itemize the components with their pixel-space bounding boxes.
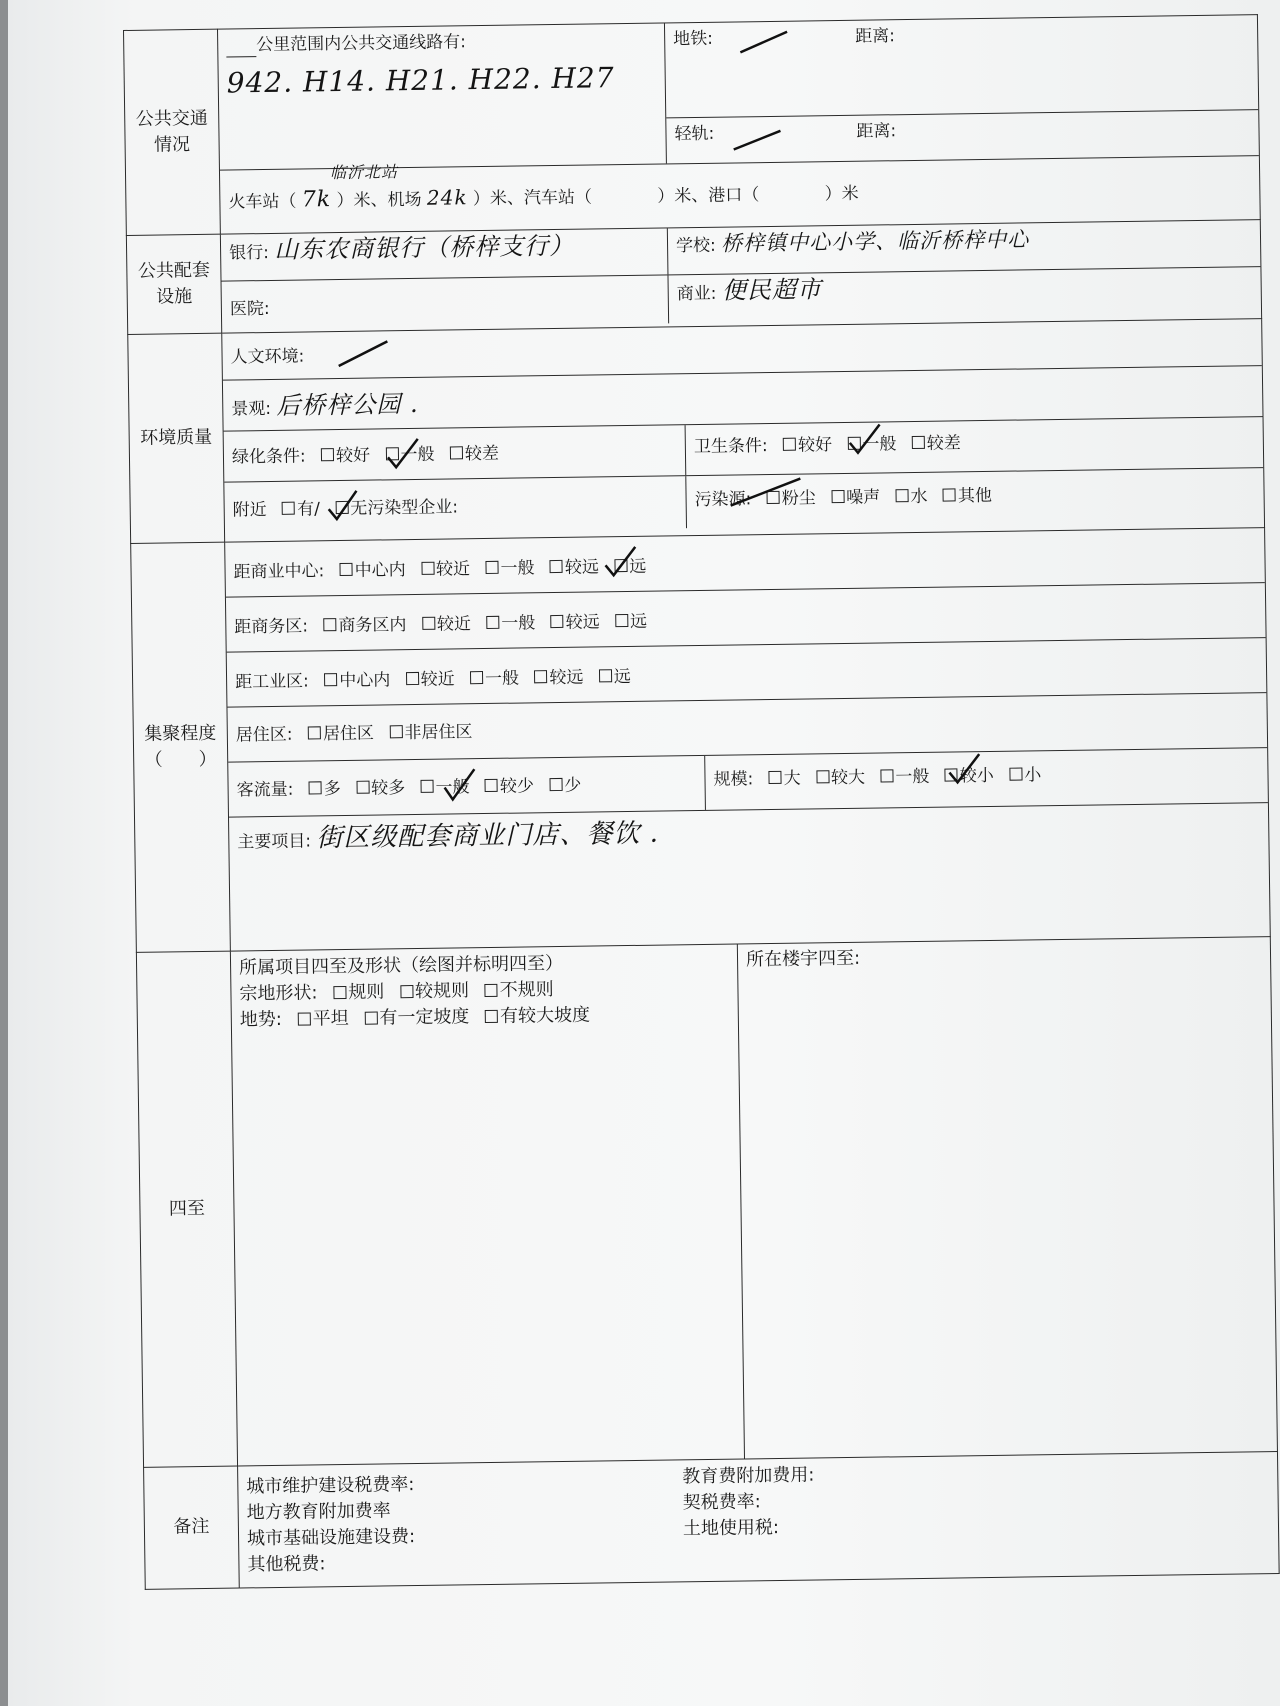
scale-option-average[interactable]: 一般 [870, 767, 929, 788]
remark-other-taxes: 其他税费: [247, 1553, 326, 1576]
subway-na-mark [735, 26, 795, 57]
traffic-option-many[interactable]: 多 [299, 779, 341, 800]
pollution-label: 污染源: [694, 489, 752, 510]
checkbox[interactable] [340, 563, 353, 576]
train-station-label: 火车站（ [228, 191, 297, 213]
checkbox[interactable] [485, 561, 498, 574]
remark-local-education-surcharge: 地方教育附加费率 [246, 1500, 391, 1524]
checkbox[interactable] [470, 671, 483, 684]
checkbox[interactable] [534, 670, 547, 683]
commercial-center-option-inside[interactable]: 中心内 [330, 560, 406, 581]
traffic-option-more[interactable]: 较多 [346, 778, 405, 799]
parcel-shape-label: 宗地形状: [239, 982, 318, 1005]
business-district-option-inside[interactable]: 商务区内 [313, 615, 406, 636]
airport-label: ）米、机场 [336, 189, 422, 212]
pollution-option-water[interactable]: 水 [885, 487, 927, 508]
port-label: ）米、港口（ [657, 185, 760, 207]
light-rail-na-mark [728, 123, 788, 154]
checkbox[interactable] [364, 1011, 377, 1024]
sanitation-cell [685, 417, 1264, 475]
landscape-label: 景观: [231, 398, 272, 420]
checkbox[interactable] [485, 779, 498, 792]
checkbox[interactable] [324, 673, 337, 686]
checkbox[interactable] [551, 615, 564, 628]
commercial-center-option-far[interactable]: 较远 [540, 557, 599, 578]
business-district-label: 距商务区: [234, 616, 309, 638]
business-district-option-near[interactable]: 较近 [412, 614, 471, 635]
bank-value: 山东农商银行（桥梓支行） [274, 231, 575, 264]
shape-option-regular[interactable]: 规则 [323, 982, 384, 1004]
greening-label: 绿化条件: [231, 446, 306, 468]
culture-label: 人文环境: [230, 346, 305, 368]
terrain-row [240, 1001, 730, 1034]
traffic-cell [228, 756, 705, 817]
checkbox[interactable] [323, 618, 336, 631]
checkbox[interactable] [831, 490, 844, 503]
airport-value: 24k [426, 185, 468, 210]
industrial-label: 距工业区: [234, 671, 309, 693]
checkbox[interactable] [333, 986, 346, 999]
industrial-option-inside[interactable]: 中心内 [314, 670, 390, 691]
checkbox[interactable] [485, 1010, 498, 1023]
nearby-option-no[interactable]: 无污染型企业: [325, 497, 458, 519]
checkbox[interactable] [308, 727, 321, 740]
main-items-label: 主要项目: [237, 831, 312, 853]
agglomeration-section-label: 集聚程度 （ ） [131, 542, 231, 953]
pollution-option-dust[interactable]: 粉尘 [757, 488, 816, 509]
form-table [123, 14, 1280, 1590]
commerce-value: 便民超市 [721, 274, 823, 305]
train-station-value: 7k [301, 187, 332, 213]
nearby-cell [224, 476, 686, 534]
checkbox[interactable] [321, 449, 334, 462]
train-station-note: 临沂北站 [329, 162, 399, 183]
industrial-option-far[interactable]: 较远 [524, 667, 583, 688]
industrial-option-average[interactable]: 一般 [460, 668, 519, 689]
greening-option-poor[interactable]: 较差 [440, 444, 499, 465]
checkbox[interactable] [550, 560, 563, 573]
checkbox[interactable] [282, 502, 295, 515]
environment-section-label: 环境质量 [128, 333, 225, 543]
remark-land-use-tax: 土地使用税: [682, 1516, 780, 1540]
shape-option-irregular[interactable]: 不规则 [475, 979, 554, 1001]
checkbox[interactable] [421, 562, 434, 575]
stations-end-label: ）米 [824, 183, 859, 205]
remark-education-surcharge: 教育费附加费用: [682, 1464, 815, 1488]
terrain-option-moderate-slope[interactable]: 有一定坡度 [354, 1006, 469, 1029]
scale-option-large[interactable]: 大 [759, 768, 801, 789]
building-boundary-title: 所在楼宇四至: [745, 947, 861, 971]
remark-deed-tax-rate: 契税费率: [682, 1491, 761, 1514]
bank-cell [221, 228, 668, 280]
greening-option-good[interactable]: 较好 [311, 446, 370, 467]
sanitation-label: 卫生条件: [693, 435, 768, 457]
traffic-option-average[interactable]: 一般 [410, 777, 469, 798]
main-items-value: 街区级配套商业门店、餐饮 . [316, 818, 660, 854]
checkbox[interactable] [895, 490, 908, 503]
business-district-option-far[interactable]: 较远 [541, 612, 600, 633]
sanitation-option-good[interactable]: 较好 [773, 435, 832, 456]
checkbox[interactable] [356, 781, 369, 794]
project-boundary-cell [231, 945, 744, 1466]
light-rail-label: 轻轨: [674, 123, 715, 145]
checkbox[interactable] [400, 985, 413, 998]
scale-label: 规模: [713, 769, 754, 790]
checkbox[interactable] [549, 778, 562, 791]
checkbox[interactable] [847, 437, 860, 450]
transport-lines-label: 公里范围内公共交通线路有: [256, 32, 467, 56]
paper-sheet [8, 0, 1280, 1706]
residential-option-non-residential[interactable]: 非居住区 [379, 722, 472, 743]
business-district-option-very-far[interactable]: 远 [605, 611, 647, 632]
hospital-label: 医院: [229, 298, 270, 320]
sanitation-option-average[interactable]: 一般 [837, 434, 896, 455]
checkbox[interactable] [945, 769, 958, 782]
checkbox[interactable] [385, 448, 398, 461]
pollution-cell [685, 468, 1264, 528]
industrial-option-near[interactable]: 较近 [396, 669, 455, 690]
transport-lines-cell [218, 23, 666, 169]
remark-urban-maintenance-tax: 城市维护建设税费率: [246, 1474, 415, 1498]
commerce-cell [667, 267, 1261, 323]
hospital-cell [222, 275, 669, 329]
commercial-center-option-average[interactable]: 一般 [475, 558, 534, 579]
pollution-option-noise[interactable]: 噪声 [821, 487, 880, 508]
pollution-option-other[interactable]: 其他 [933, 486, 992, 507]
checkbox[interactable] [767, 491, 780, 504]
terrain-option-flat[interactable]: 平坦 [287, 1008, 348, 1030]
traffic-option-less[interactable]: 较少 [475, 776, 534, 797]
traffic-option-few[interactable]: 少 [539, 775, 581, 796]
project-boundary-title: 所属项目四至及形状（绘图并标明四至） [238, 953, 564, 979]
scale-cell [704, 748, 1268, 810]
shape-option-fairly-regular[interactable]: 较规则 [390, 980, 469, 1002]
checkbox[interactable] [943, 489, 956, 502]
greening-cell [224, 425, 686, 481]
checkbox[interactable] [335, 501, 348, 514]
remark-infrastructure-fee: 城市基础设施建设费: [246, 1526, 416, 1550]
commerce-label: 商业: [676, 283, 717, 304]
checkbox[interactable] [615, 614, 628, 627]
school-label: 学校: [675, 235, 716, 256]
checkbox[interactable] [420, 780, 433, 793]
checkbox[interactable] [599, 669, 612, 682]
school-value: 桥梓镇中心小学、临沂桥梓中心 [721, 227, 1030, 256]
boundaries-section-label: 四至 [136, 951, 237, 1467]
scale-option-smaller[interactable]: 较小 [935, 766, 994, 787]
checkbox[interactable] [1009, 768, 1022, 781]
nearby-label: 附近 [232, 499, 267, 521]
checkbox[interactable] [769, 771, 782, 784]
scale-option-small[interactable]: 小 [999, 765, 1041, 786]
terrain-label: 地势: [239, 1009, 283, 1031]
checkbox[interactable] [485, 984, 498, 997]
checkbox[interactable] [880, 770, 893, 783]
school-cell [667, 220, 1261, 274]
remarks-section-label: 备注 [144, 1466, 240, 1589]
checkbox[interactable] [486, 616, 499, 629]
subway-label: 地铁: [673, 28, 714, 50]
residential-label: 居住区: [235, 724, 293, 746]
business-district-option-average[interactable]: 一般 [476, 613, 535, 634]
transport-section-label: 公共交通 情况 [124, 29, 221, 235]
facilities-section-label: 公共配套 设施 [126, 234, 221, 335]
commercial-center-label: 距商业中心: [233, 560, 325, 583]
light-rail-distance-label: 距离: [856, 121, 897, 142]
checkbox[interactable] [783, 438, 796, 451]
rail-cell [664, 15, 1259, 163]
nearby-option-yes[interactable]: 有/ [272, 499, 320, 520]
remarks-left-cell [238, 1460, 676, 1587]
traffic-label: 客流量: [236, 779, 294, 801]
checkbox[interactable] [406, 672, 419, 685]
bank-label: 银行: [228, 242, 269, 264]
checkbox[interactable] [816, 770, 829, 783]
terrain-option-steep-slope[interactable]: 有较大坡度 [475, 1005, 590, 1028]
industrial-option-very-far[interactable]: 远 [589, 667, 631, 688]
greening-option-average[interactable]: 一般 [375, 445, 434, 466]
checkbox[interactable] [309, 782, 322, 795]
checkbox[interactable] [298, 1012, 311, 1025]
stations-cell [220, 156, 1260, 227]
building-boundary-cell [737, 937, 1277, 1458]
checkbox[interactable] [614, 559, 627, 572]
sanitation-option-poor[interactable]: 较差 [902, 433, 961, 454]
checkbox[interactable] [422, 617, 435, 630]
appraisal-form [123, 14, 1280, 1590]
commercial-center-option-near[interactable]: 较近 [411, 559, 470, 580]
scale-option-larger[interactable]: 较大 [806, 767, 865, 788]
checkbox[interactable] [912, 436, 925, 449]
remarks-right-cell [674, 1452, 1279, 1581]
transport-lines-value: 942. H14. H21. H22. H27 [226, 61, 615, 100]
landscape-value: 后桥梓公园 . [276, 389, 419, 420]
residential-option-residential[interactable]: 居住区 [298, 723, 374, 744]
culture-na-mark [332, 335, 392, 370]
subway-distance-label: 距离: [855, 26, 896, 47]
main-items-cell [229, 803, 1270, 935]
commercial-center-option-very-far[interactable]: 远 [604, 556, 646, 577]
checkbox[interactable] [450, 447, 463, 460]
checkbox[interactable] [389, 725, 402, 738]
bus-station-label: ）米、汽车站（ [472, 187, 593, 210]
